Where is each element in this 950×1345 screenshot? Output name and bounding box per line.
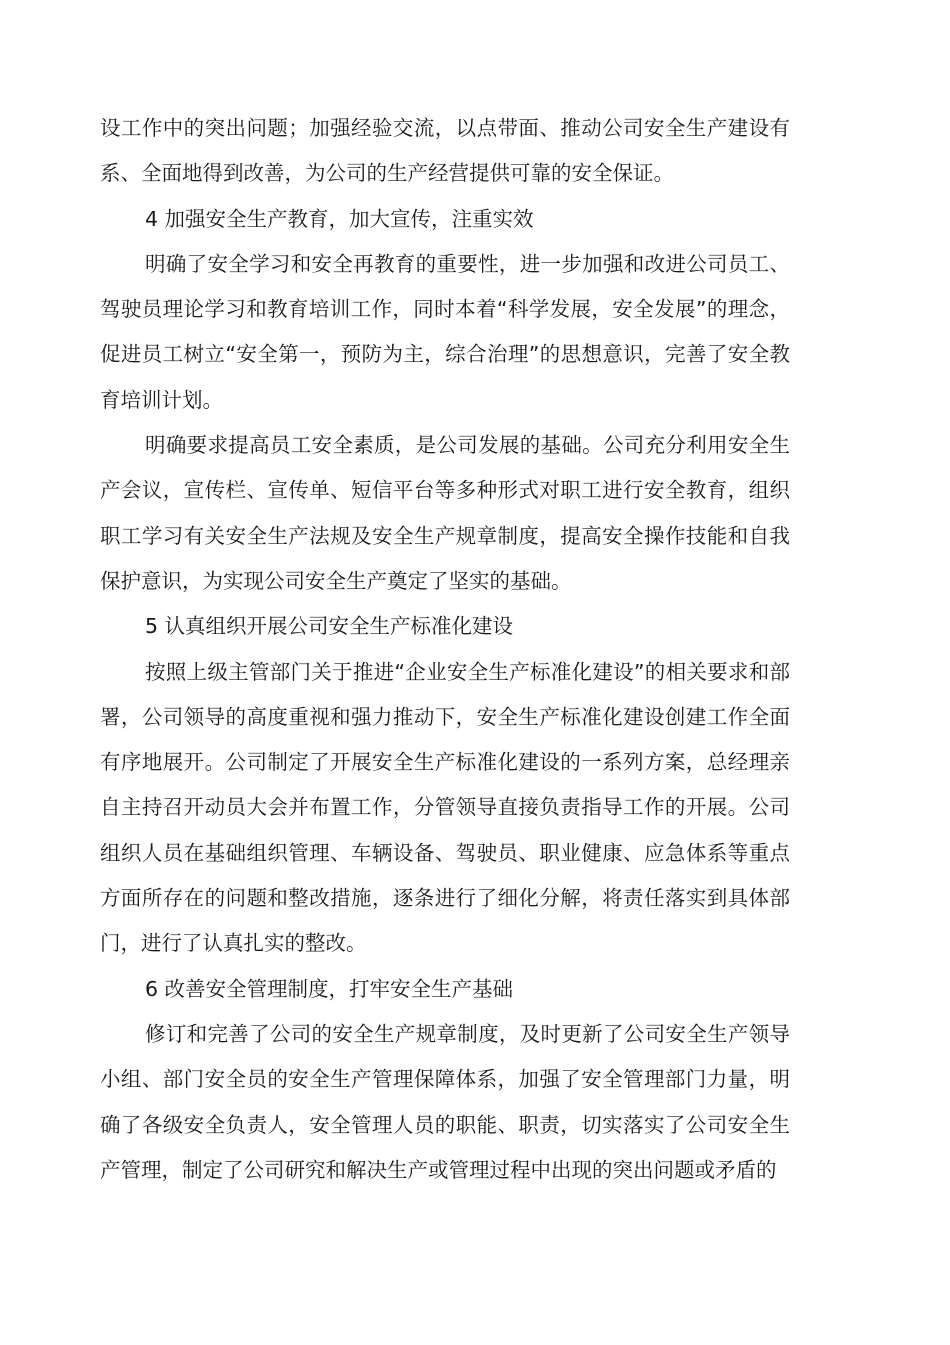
paragraph: 按照上级主管部门关于推进“企业安全生产标准化建设”的相关要求和部署，公司领导的高度重视和强力推动下，安全生产标准化建设创建工作全面有序地展开。公司制定了开展安全生产标准化建设的一系列方案，总经理亲自主持召开动员大会并布置工作，分管领导直接负责指导工作的开展。公司组织人员在基础组织管理、车辆设备、驾驶员、职业健康、应急体系等重点方面所存在的问题和整改措施，逐条进行了细化分解，将责任落实到具体部门，进行了认真扎实的整改。 — [100, 659, 790, 956]
paragraph: 修订和完善了公司的安全生产规章制度，及时更新了公司安全生产领导小组、部门安全员的安全生产管理保障体系，加强了安全管理部门力量，明确了各级安全负责人，安全管理人员的职能、职责，切实落实了公司安全生产管理，制定了公司研究和解决生产或管理过程中出现的突出问题或矛盾的 — [100, 1021, 790, 1182]
section-heading-4: 4 加强安全生产教育，加大宣传，注重实效 — [145, 206, 534, 231]
paragraph-continuation: 设工作中的突出问题；加强经验交流，以点带面、推动公司安全生产建设有系、全面地得到改善，为公司的生产经营提供可靠的安全保证。 — [100, 116, 790, 186]
section-heading-6: 6 改善安全管理制度，打牢安全生产基础 — [145, 976, 514, 1001]
section-heading-5: 5 认真组织开展公司安全生产标准化建设 — [145, 614, 514, 639]
paragraph: 明确了安全学习和安全再教育的重要性，进一步加强和改进公司员工、驾驶员理论学习和教育培训工作，同时本着“科学发展，安全发展”的理念，促进员工树立“安全第一，预防为主，综合治理”的思想意识，完善了安全教育培训计划。 — [100, 251, 790, 412]
document-body — [100, 106, 790, 1193]
paragraph: 明确要求提高员工安全素质，是公司发展的基础。公司充分利用安全生产会议，宣传栏、宣传单、短信平台等多种形式对职工进行安全教育，组织职工学习有关安全生产法规及安全生产规章制度，提高安全操作技能和自我保护意识，为实现公司安全生产奠定了坚实的基础。 — [100, 433, 790, 593]
